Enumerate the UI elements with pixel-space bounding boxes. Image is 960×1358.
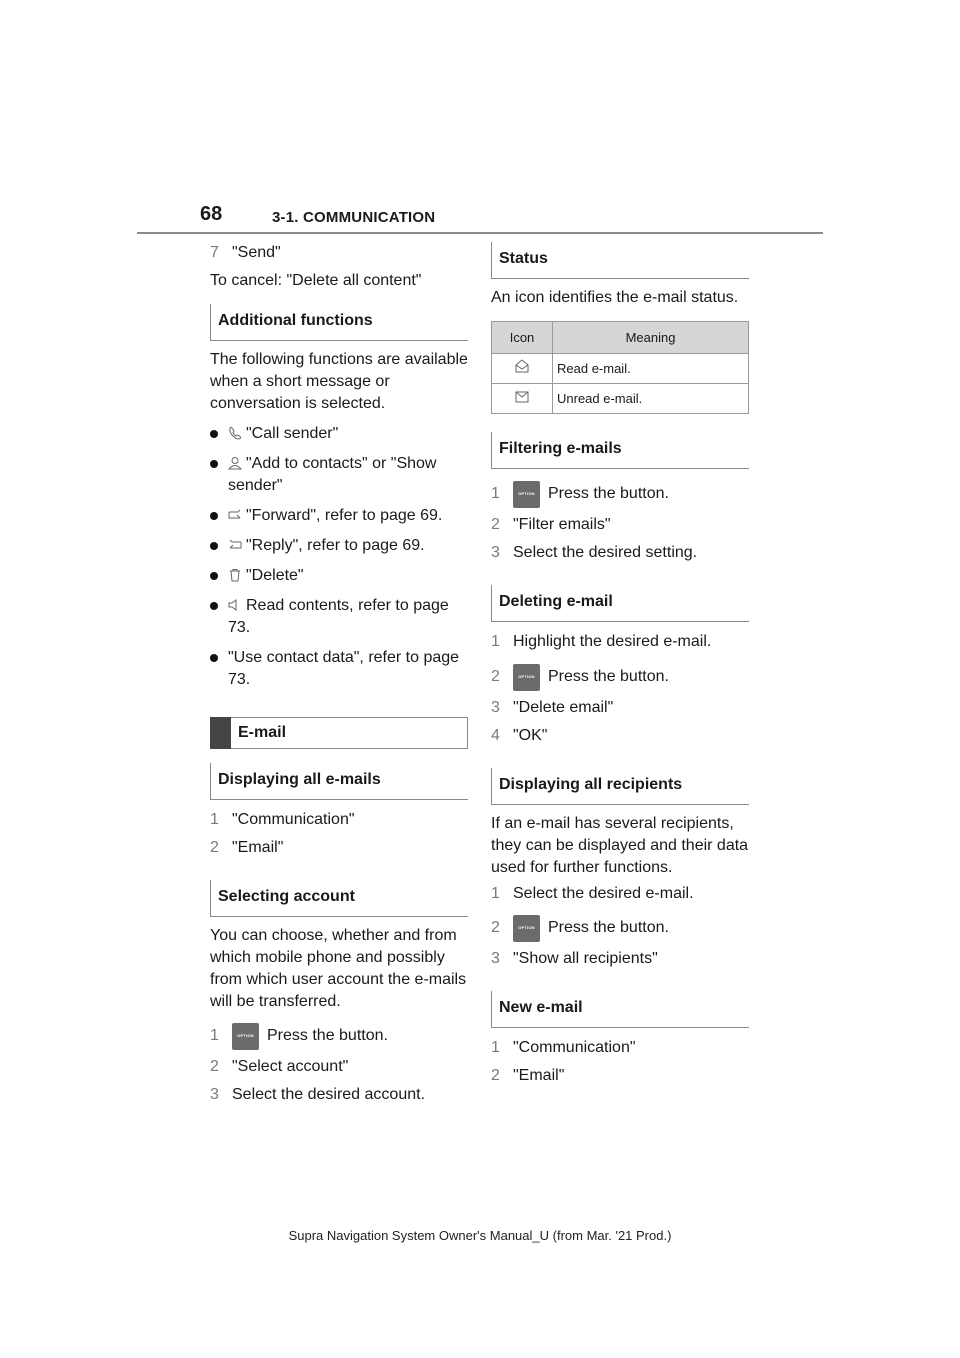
trash-icon	[228, 568, 242, 582]
step: 2 OPTION Press the button.	[491, 660, 749, 694]
status-table	[491, 321, 749, 414]
step: 3 "Show all recipients"	[491, 950, 658, 967]
section-heading: New e-mail	[491, 991, 749, 1028]
list-item: Read contents, refer to page 73.	[210, 595, 468, 639]
step: 1 OPTION Press the button.	[491, 477, 749, 511]
list-item: "Delete"	[210, 565, 468, 587]
heading-marker	[210, 717, 231, 749]
table-row: Unread e-mail.	[492, 384, 749, 414]
list-item: "Forward", refer to page 69.	[210, 505, 468, 527]
section-heading: Selecting account	[210, 880, 468, 917]
step: 4 "OK"	[491, 727, 548, 744]
page-number: 68	[200, 203, 223, 225]
step: 1 Select the desired e-mail.	[491, 885, 694, 902]
step: 1 OPTION Press the button.	[210, 1019, 468, 1053]
option-button-icon: OPTION	[513, 481, 540, 508]
step: 2 OPTION Press the button.	[491, 911, 749, 945]
list-item: "Call sender"	[210, 423, 468, 445]
step: 2 "Select account"	[210, 1058, 349, 1075]
read-mail-icon	[515, 359, 529, 373]
section-heading: Status	[491, 242, 749, 279]
section-heading: Displaying all e-mails	[210, 763, 468, 800]
section-heading: Deleting e-mail	[491, 585, 749, 622]
option-button-icon: OPTION	[513, 915, 540, 942]
chapter-heading: E-mail	[210, 717, 468, 749]
table-header: Icon	[492, 322, 553, 354]
step: 2 "Email"	[491, 1067, 565, 1084]
step: 1 "Communication"	[491, 1039, 636, 1056]
section-heading: Displaying all recipients	[491, 768, 749, 805]
step: 1 Highlight the desired e-mail.	[491, 633, 712, 650]
section-heading: Additional functions	[210, 304, 468, 341]
table-header: Meaning	[553, 322, 749, 354]
option-button-icon: OPTION	[513, 664, 540, 691]
list-item: "Reply", refer to page 69.	[210, 535, 468, 557]
header-rule	[137, 232, 823, 234]
table-row: Read e-mail.	[492, 354, 749, 384]
speaker-icon	[228, 598, 242, 612]
cancel-text: To cancel: "Delete all content"	[210, 272, 422, 289]
step: 3 "Delete email"	[491, 699, 614, 716]
step: 3 Select the desired account.	[210, 1086, 426, 1103]
option-button-icon: OPTION	[232, 1023, 259, 1050]
step: 2 "Email"	[210, 839, 284, 856]
phone-icon	[228, 426, 242, 440]
intro-text: If an e-mail has several recipients, they can be displayed and their data used for further functions.	[491, 815, 749, 876]
right-column	[491, 242, 749, 1090]
add-contact-icon	[228, 456, 242, 470]
step: 1 "Communication"	[210, 811, 355, 828]
list-item: "Use contact data", refer to page 73.	[210, 647, 468, 691]
left-column	[210, 242, 468, 1109]
intro-text: You can choose, whether and from which mobile phone and possibly from which user account the e-mails will be transferred.	[210, 927, 467, 1010]
footer: Supra Navigation System Owner's Manual_U (from Mar. '21 Prod.)	[288, 1228, 672, 1243]
step: 7 "Send"	[210, 244, 281, 261]
reply-icon	[228, 538, 242, 552]
section-heading: Filtering e-mails	[491, 432, 749, 469]
list-item: "Add to contacts" or "Show sender"	[210, 453, 468, 497]
intro-text: The following functions are available when a short message or conversation is selected.	[210, 351, 468, 412]
step: 2 "Filter emails"	[491, 516, 611, 533]
intro-text: An icon identifies the e-mail status.	[491, 289, 739, 306]
unread-mail-icon	[515, 391, 529, 403]
step: 3 Select the desired setting.	[491, 544, 698, 561]
chapter-title: 3-1. COMMUNICATION	[272, 209, 436, 226]
function-list	[210, 423, 468, 691]
forward-icon	[228, 508, 242, 522]
